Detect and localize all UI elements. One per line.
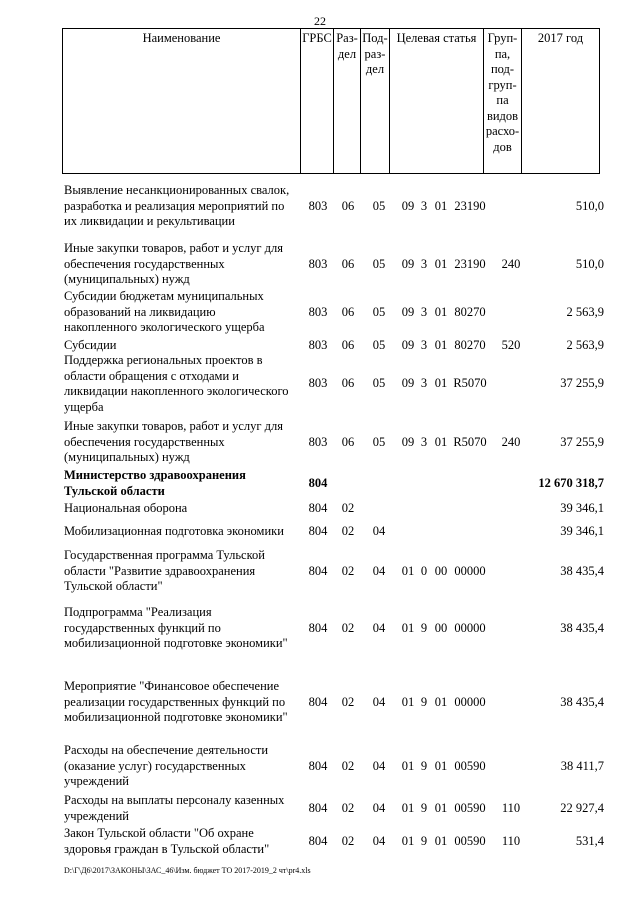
target-direction-cell: R5070 — [453, 376, 487, 391]
target-direction-cell: 23190 — [454, 198, 486, 213]
row-name: Мобилизационная подготовка экономики — [64, 524, 284, 538]
target-direction-cell: 00590 — [454, 800, 486, 815]
grbs-cell: 804 — [308, 524, 328, 538]
grbs-cell: 804 — [308, 475, 328, 490]
amount-cell: 37 255,9 — [560, 434, 604, 449]
target-event-cell: 01 — [434, 758, 448, 773]
row-name: Иные закупки товаров, работ и услуг для обеспечения государственных (муниципальных) нужд — [64, 419, 284, 464]
amount-cell: 2 563,9 — [566, 338, 604, 352]
grbs-cell: 804 — [308, 694, 328, 709]
target-event-cell: 01 — [434, 376, 448, 391]
target-event-cell: 00 — [434, 620, 448, 635]
podrazdel-cell: 05 — [372, 434, 386, 449]
row-name: Иные закупки товаров, работ и услуг для обеспечения государственных (муниципальных) нужд — [64, 241, 284, 286]
grbs-cell: 804 — [308, 833, 328, 848]
expense-type-cell: 110 — [501, 833, 521, 848]
amount-cell: 510,0 — [575, 198, 604, 213]
target-program-cell: 09 — [401, 434, 415, 449]
target-event-cell: 01 — [434, 256, 448, 271]
amount-cell: 22 927,4 — [560, 800, 604, 815]
amount-cell: 37 255,9 — [560, 376, 604, 391]
column-header-target: Целевая статья — [390, 29, 484, 174]
razdel-cell: 06 — [341, 198, 355, 213]
row-name: Государственная программа Тульской области "Развитие здравоохранения Тульской области" — [64, 548, 265, 593]
razdel-cell: 02 — [341, 501, 355, 515]
grbs-cell: 803 — [308, 338, 328, 352]
podrazdel-cell: 04 — [372, 694, 386, 709]
podrazdel-cell: 05 — [372, 304, 386, 319]
grbs-cell: 804 — [308, 800, 328, 815]
podrazdel-cell: 04 — [372, 758, 386, 773]
expense-type-cell: 520 — [501, 338, 521, 352]
target-program-cell: 01 — [401, 563, 415, 578]
target-program-cell: 01 — [401, 833, 415, 848]
row-name: Субсидии бюджетам муниципальных образований на ликвидацию накопленного экологического ущерба — [64, 289, 265, 334]
target-event-cell: 01 — [434, 694, 448, 709]
row-name: Расходы на обеспечение деятельности (оказание услуг) государственных учреждений — [64, 743, 269, 788]
row-name: Поддержка региональных проектов в области обращения с отходами и ликвидации накопленного экологического ущерба — [64, 353, 289, 414]
grbs-cell: 803 — [308, 434, 328, 449]
row-name: Мероприятие "Финансовое обеспечение реализации государственных функций по мобилизационной подготовке экономики" — [64, 679, 288, 724]
target-subprogram-cell: 3 — [420, 304, 428, 319]
row-name: Министерство здравоохранения Тульской области — [64, 468, 246, 498]
row-name: Подпрограмма "Реализация государственных функций по мобилизационной подготовке экономики" — [64, 605, 288, 650]
target-event-cell: 01 — [434, 304, 448, 319]
razdel-cell: 02 — [341, 524, 355, 538]
podrazdel-cell: 05 — [372, 376, 386, 391]
razdel-cell: 06 — [341, 434, 355, 449]
grbs-cell: 803 — [308, 198, 328, 213]
grbs-cell: 804 — [308, 563, 328, 578]
target-subprogram-cell: 9 — [420, 758, 428, 773]
target-direction-cell: 00000 — [454, 563, 486, 578]
target-subprogram-cell: 9 — [420, 620, 428, 635]
column-header-vr: Груп- па, под- груп- па видов расхо- дов — [484, 29, 522, 174]
expense-type-cell: 240 — [501, 256, 521, 271]
target-direction-cell: 00000 — [454, 694, 486, 709]
target-subprogram-cell: 3 — [420, 376, 428, 391]
expense-type-cell: 110 — [501, 800, 521, 815]
target-direction-cell: R5070 — [453, 434, 487, 449]
expense-type-cell: 240 — [501, 434, 521, 449]
page-number: 22 — [314, 14, 326, 28]
column-header-year: 2017 год — [522, 29, 600, 174]
row-name: Субсидии — [64, 338, 117, 352]
target-program-cell: 01 — [401, 620, 415, 635]
grbs-cell: 804 — [308, 620, 328, 635]
razdel-cell: 06 — [341, 256, 355, 271]
target-program-cell: 01 — [401, 800, 415, 815]
target-subprogram-cell: 3 — [420, 338, 428, 352]
grbs-cell: 804 — [308, 758, 328, 773]
target-program-cell: 09 — [401, 376, 415, 391]
row-name: Закон Тульской области "Об охране здоровья граждан в Тульской области" — [64, 826, 270, 856]
amount-cell: 531,4 — [575, 833, 604, 848]
target-subprogram-cell: 9 — [420, 694, 428, 709]
razdel-cell: 02 — [341, 800, 355, 815]
target-direction-cell: 23190 — [454, 256, 486, 271]
amount-cell: 2 563,9 — [566, 304, 604, 319]
target-subprogram-cell: 0 — [420, 563, 428, 578]
target-subprogram-cell: 9 — [420, 800, 428, 815]
razdel-cell: 06 — [341, 376, 355, 391]
target-subprogram-cell: 3 — [420, 198, 428, 213]
column-header-razdel: Раз- дел — [334, 29, 361, 174]
amount-cell: 39 346,1 — [560, 501, 604, 515]
target-program-cell: 01 — [401, 694, 415, 709]
row-name: Выявление несанкционированных свалок, разработка и реализация мероприятий по их ликвидации и рекультивации — [64, 183, 290, 228]
column-header-grbs: ГРБС — [301, 29, 334, 174]
podrazdel-cell: 05 — [372, 338, 386, 352]
target-event-cell: 01 — [434, 338, 448, 352]
razdel-cell: 02 — [341, 694, 355, 709]
grbs-cell: 804 — [308, 501, 328, 515]
target-subprogram-cell: 3 — [420, 434, 428, 449]
target-direction-cell: 00590 — [454, 758, 486, 773]
razdel-cell: 02 — [341, 758, 355, 773]
razdel-cell: 02 — [341, 833, 355, 848]
razdel-cell: 06 — [341, 304, 355, 319]
target-subprogram-cell: 3 — [420, 256, 428, 271]
target-subprogram-cell: 9 — [420, 833, 428, 848]
target-event-cell: 01 — [434, 800, 448, 815]
row-name: Национальная оборона — [64, 501, 188, 515]
razdel-cell: 02 — [341, 620, 355, 635]
target-program-cell: 09 — [401, 198, 415, 213]
column-header-name: Наименование — [63, 29, 301, 174]
target-direction-cell: 00000 — [454, 620, 486, 635]
target-event-cell: 00 — [434, 563, 448, 578]
column-header-podrazdel: Под- раз- дел — [361, 29, 390, 174]
target-event-cell: 01 — [434, 434, 448, 449]
grbs-cell: 803 — [308, 304, 328, 319]
target-program-cell: 09 — [401, 304, 415, 319]
target-direction-cell: 80270 — [454, 338, 486, 352]
amount-cell: 38 411,7 — [560, 758, 604, 773]
podrazdel-cell: 04 — [372, 620, 386, 635]
grbs-cell: 803 — [308, 376, 328, 391]
razdel-cell: 06 — [341, 338, 355, 352]
target-direction-cell: 80270 — [454, 304, 486, 319]
razdel-cell: 02 — [341, 563, 355, 578]
grbs-cell: 803 — [308, 256, 328, 271]
podrazdel-cell: 04 — [372, 524, 386, 538]
amount-cell: 39 346,1 — [560, 524, 604, 538]
amount-cell: 38 435,4 — [560, 620, 604, 635]
file-path-footer: D:\Г\Д6\2017\ЗАКОНЫ\ЗАС_46\Изм. бюджет ТО 2017-2019_2 чт\pr4.xls — [64, 866, 311, 875]
target-event-cell: 01 — [434, 198, 448, 213]
podrazdel-cell: 05 — [372, 198, 386, 213]
target-event-cell: 01 — [434, 833, 448, 848]
amount-cell: 12 670 318,7 — [538, 475, 604, 490]
amount-cell: 510,0 — [575, 256, 604, 271]
podrazdel-cell: 05 — [372, 256, 386, 271]
podrazdel-cell: 04 — [372, 563, 386, 578]
podrazdel-cell: 04 — [372, 800, 386, 815]
podrazdel-cell: 04 — [372, 833, 386, 848]
target-direction-cell: 00590 — [454, 833, 486, 848]
amount-cell: 38 435,4 — [560, 694, 604, 709]
target-program-cell: 09 — [401, 338, 415, 352]
target-program-cell: 09 — [401, 256, 415, 271]
row-name: Расходы на выплаты персоналу казенных учреждений — [64, 793, 285, 823]
amount-cell: 38 435,4 — [560, 563, 604, 578]
target-program-cell: 01 — [401, 758, 415, 773]
